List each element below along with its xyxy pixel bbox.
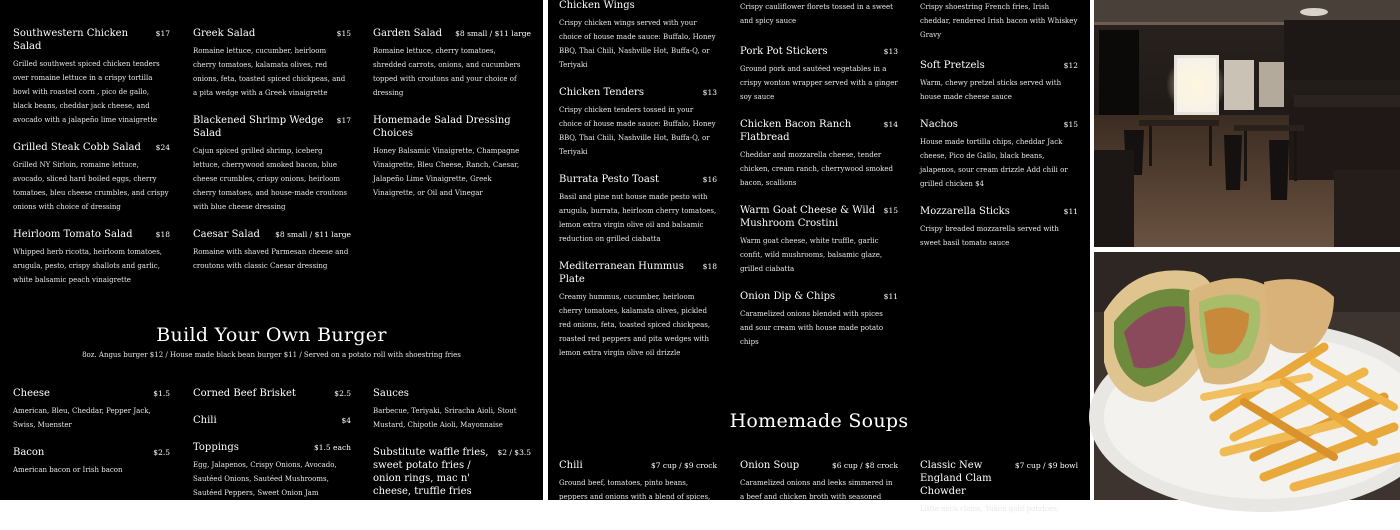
- menu-item: [13, 141, 170, 214]
- menu-item-description: Romaine with shaved Parmesan cheese and croutons with classic Caesar dressing: [193, 248, 349, 270]
- menu-item-header: [193, 387, 351, 400]
- menu-item-description: Little neck clams, Yukon gold potatoes,: [920, 505, 1060, 513]
- menu-item: [373, 446, 531, 498]
- menu-item: [740, 459, 898, 504]
- menu-item-name: Onion Soup: [740, 460, 800, 471]
- menu-item-description: Romaine lettuce, cucumber, heirloom cherry tomatoes, kalamata olives, red onions, feta, toasted spiced chickpeas, and a pita wedge with a Greek vinaigrette: [193, 47, 346, 97]
- menu-item-price: $2.5: [334, 389, 351, 398]
- menu-item-price: $17: [336, 116, 351, 125]
- menu-item-name: Greek Salad: [193, 28, 256, 39]
- menu-item-name: Mozzarella Sticks: [920, 206, 1010, 217]
- menu-item: [559, 260, 717, 360]
- menu-item: [920, 118, 1078, 191]
- menu-panel-left: [0, 0, 543, 500]
- irish-fries-description: Crispy shoestring French fries, Irish cheddar, rendered Irish bacon with Whiskey Gravy: [920, 3, 1078, 39]
- menu-item-price: $1.5: [153, 389, 170, 398]
- menu-item-name: Soft Pretzels: [920, 60, 985, 71]
- menu-item: [13, 446, 170, 477]
- menu-item-description: Caramelized onions blended with spices and sour cream with house made potato chips: [740, 310, 884, 346]
- menu-item-name: Chili: [559, 460, 583, 471]
- menu-item-header: [13, 228, 170, 241]
- menu-item-description: Grilled NY Sirloin, romaine lettuce, avocado, sliced hard boiled eggs, cherry tomatoes, bleu cheese crumbles, and crispy onions with choice of dressing: [13, 161, 169, 211]
- menu-item-name: Onion Dip & Chips: [740, 291, 836, 302]
- cauliflower-description: Crispy cauliflower florets tossed in a sweet and spicy sauce: [740, 3, 893, 25]
- appetizer-column-1: [559, 0, 717, 374]
- menu-item-description: Cajun spiced grilled shrimp, iceberg lettuce, cherrywood smoked bacon, blue cheese crumbles, crispy onions, heirloom cherry tomatoes, and house-made croutons with blue cheese dressing: [193, 147, 347, 211]
- menu-item: [740, 118, 898, 190]
- menu-item-name: Grilled Steak Cobb Salad: [13, 142, 141, 153]
- burger-section-subtitle: 8oz. Angus burger $12 / House made black bean burger $11 / Served on a potato roll with shoestring fries: [82, 351, 461, 359]
- soup-column-1: [559, 459, 717, 518]
- menu-item-price: $8 small / $11 large: [455, 29, 531, 38]
- burger-column-1: [13, 387, 170, 491]
- menu-item-price: $7 cup / $9 bowl: [1014, 461, 1078, 470]
- menu-item: [920, 205, 1078, 250]
- menu-item-header: [193, 441, 351, 454]
- menu-item: [13, 387, 170, 432]
- menu-item-header: [559, 173, 717, 186]
- burger-column-2: [193, 387, 351, 514]
- menu-item: [559, 0, 717, 72]
- menu-item-header: [13, 446, 170, 459]
- menu-item-name: Cheese: [13, 388, 50, 399]
- menu-item-name: Nachos: [920, 119, 958, 130]
- menu-item-name: Toppings: [193, 442, 239, 453]
- burger-section-title: Build Your Own Burger: [156, 324, 387, 346]
- menu-item-header: [13, 141, 170, 154]
- menu-item-name: Chicken Wings: [559, 0, 635, 11]
- menu-item: [373, 387, 531, 432]
- menu-item-price: $1.5 each: [313, 443, 351, 452]
- menu-item-price: $15: [336, 29, 351, 38]
- appetizer-column-3: [920, 0, 1078, 264]
- menu-item-header: [920, 205, 1078, 218]
- menu-item-name: Corned Beef Brisket: [193, 388, 296, 399]
- menu-item-header: [13, 387, 170, 400]
- menu-item: [193, 387, 351, 400]
- soup-column-3: [920, 459, 1078, 530]
- menu-item-price: $8 small / $11 large: [275, 230, 351, 239]
- menu-item: [559, 459, 717, 504]
- menu-item-price: $13: [702, 88, 717, 97]
- menu-item-price: $18: [155, 230, 170, 239]
- menu-item-description: Romaine lettuce, cherry tomatoes, shredded carrots, onions, and cucumbers topped with croutons and your choice of dressing: [373, 47, 521, 97]
- menu-item-price: $6 cup / $8 crock: [831, 461, 898, 470]
- menu-item: [13, 27, 170, 127]
- menu-item-header: [559, 459, 717, 472]
- menu-item: [373, 27, 531, 100]
- menu-item-price: $15: [883, 206, 898, 215]
- menu-item-name: Warm Goat Cheese & Wild Mushroom Crostini: [740, 205, 876, 229]
- menu-item-name: Burrata Pesto Toast: [559, 174, 660, 185]
- menu-item-name: Bacon: [13, 447, 45, 458]
- menu-item-price: $24: [155, 143, 170, 152]
- menu-panel-middle: [548, 0, 1090, 513]
- menu-item-name: Blackened Shrimp Wedge Salad: [193, 115, 324, 139]
- menu-item: [740, 45, 898, 104]
- menu-item-header: [193, 114, 351, 140]
- menu-item-name: Caesar Salad: [193, 229, 260, 240]
- menu-item-description: Crispy chicken wings served with your choice of house made sauce: Buffalo, Honey BBQ, Thai Chili, Nashville Hot, Buffa-Q, or Teriyaki: [559, 19, 716, 69]
- menu-item-header: [559, 260, 717, 286]
- menu-item-price: $12: [1063, 61, 1078, 70]
- menu-item-price: $17: [155, 29, 170, 38]
- salad-column-1: [13, 27, 170, 301]
- restaurant-interior-photo: [1094, 0, 1400, 247]
- menu-item-description: Crispy chicken tenders tossed in your choice of house made sauce: Buffalo, Honey BBQ, Thai Chili, Nashville Hot, Buffa-Q, or Teriyaki: [559, 106, 716, 156]
- menu-item-name: Homemade Salad Dressing Choices: [373, 115, 511, 139]
- menu-item-price: $15: [1063, 120, 1078, 129]
- menu-item-description: Warm goat cheese, white truffle, garlic confit, wild mushrooms, balsamic glaze, grilled ciabatta: [740, 237, 883, 273]
- menu-item-description: Creamy hummus, cucumber, heirloom cherry tomatoes, kalamata olives, pickled red onions, feta, toasted spiced chickpeas, roasted red peppers and pita wedges with lemon extra virgin olive oil drizzle: [559, 293, 711, 357]
- menu-item-name: Southwestern Chicken Salad: [13, 28, 129, 52]
- menu-item-header: [373, 27, 531, 40]
- menu-item-description: American, Bleu, Cheddar, Pepper Jack, Swiss, Muenster: [13, 407, 151, 429]
- menu-item-header: [559, 86, 717, 99]
- menu-item-description: Cheddar and mozzarella cheese, tender chicken, cream ranch, cherrywood smoked bacon, scallions: [740, 151, 893, 187]
- menu-item: [373, 114, 531, 200]
- menu-item-name: Garden Salad: [373, 28, 443, 39]
- menu-item-header: [920, 118, 1078, 131]
- menu-item-description: Barbecue, Teriyaki, Sriracha Aioli, Stout Mustard, Chipotle Aioli, Mayonnaise: [373, 407, 517, 429]
- menu-item: [559, 86, 717, 159]
- menu-item-description: Grilled southwest spiced chicken tenders over romaine lettuce in a crispy tortilla bowl with roasted corn , pico de gallo, black beans, cheddar jack cheese, and avocado with a jalapeño lime vinaigrette: [13, 60, 160, 124]
- menu-item-header: [373, 387, 531, 400]
- tacos-and-fries-photo: [1094, 252, 1400, 500]
- menu-item-name: Chicken Bacon Ranch Flatbread: [740, 119, 852, 143]
- menu-item-header: [373, 446, 531, 498]
- menu-item-description: Honey Balsamic Vinaigrette, Champagne Vinaigrette, Bleu Cheese, Ranch, Caesar, Jalapeño Lime Vinaigrette, Greek Vinaigrette, or Oil and Vinegar: [373, 147, 520, 197]
- menu-item-price: $13: [883, 47, 898, 56]
- menu-item-price: $2.5: [153, 448, 170, 457]
- burger-column-3: [373, 387, 531, 512]
- menu-item-header: [559, 0, 717, 12]
- menu-item-description: House made tortilla chips, cheddar Jack cheese, Pico de Gallo, black beans, jalapenos, sour cream drizzle Add chili or grilled chicken $4: [920, 138, 1068, 188]
- menu-item-price: $2 / $3.5: [497, 448, 531, 457]
- menu-item-header: [373, 114, 531, 140]
- menu-item: [740, 204, 898, 276]
- menu-item: [193, 441, 351, 500]
- menu-item-header: [740, 459, 898, 472]
- menu-item-price: $7 cup / $9 crock: [650, 461, 717, 470]
- menu-item: [193, 414, 351, 427]
- menu-item-description: Caramelized onions and leeks simmered in a beef and chicken broth with seasoned: [740, 479, 893, 501]
- menu-item: [559, 173, 717, 246]
- menu-item-description: Egg, Jalapenos, Crispy Onions, Avocado, Sautéed Onions, Sautéed Mushrooms, Sautéed Peppers, Sweet Onion Jam: [193, 461, 337, 497]
- menu-item-header: [740, 204, 898, 230]
- menu-item-price: $11: [883, 292, 898, 301]
- menu-item-header: [920, 459, 1078, 498]
- menu-item-header: [193, 27, 351, 40]
- menu-item-price: $11: [1063, 207, 1078, 216]
- menu-item: [740, 290, 898, 349]
- menu-item-description: Ground beef, tomatoes, pinto beans, peppers and onions with a blend of spices,: [559, 479, 711, 501]
- menu-item-description: Warm, chewy pretzel sticks served with house made cheese sauce: [920, 79, 1062, 101]
- menu-item: [920, 459, 1078, 516]
- menu-item-name: Sauces: [373, 388, 409, 399]
- menu-item-name: Pork Pot Stickers: [740, 46, 828, 57]
- menu-item-name: Substitute waffle fries, sweet potato fries / onion rings, mac n' cheese, truffle fries: [373, 447, 489, 497]
- menu-item-header: [920, 59, 1078, 72]
- menu-item-price: $4: [341, 416, 351, 425]
- menu-item: [13, 228, 170, 287]
- menu-item-header: [193, 414, 351, 427]
- appetizer-column-2: [740, 0, 898, 363]
- salad-column-3: [373, 27, 531, 214]
- soup-column-2: [740, 459, 898, 518]
- salad-column-2: [193, 27, 351, 287]
- menu-item-name: Mediterranean Hummus Plate: [559, 261, 684, 285]
- menu-item-header: [13, 27, 170, 53]
- menu-item-description: Whipped herb ricotta, heirloom tomatoes, arugula, pesto, crispy shallots and garlic, white balsamic peach vinaigrette: [13, 248, 163, 284]
- menu-item: [193, 114, 351, 214]
- menu-item-price: $14: [883, 120, 898, 129]
- menu-item: [193, 228, 351, 273]
- menu-item-header: [740, 45, 898, 58]
- menu-item-name: Classic New England Clam Chowder: [920, 460, 992, 497]
- menu-item-description: American bacon or Irish bacon: [13, 466, 123, 474]
- menu-item-description: Crispy breaded mozzarella served with sweet basil tomato sauce: [920, 225, 1059, 247]
- menu-item-price: $18: [702, 262, 717, 271]
- menu-item-header: [193, 228, 351, 241]
- menu-item: [193, 27, 351, 100]
- menu-item-name: Heirloom Tomato Salad: [13, 229, 133, 240]
- menu-item-description: Ground pork and sautéed vegetables in a crispy wonton wrapper served with a ginger soy sauce: [740, 65, 898, 101]
- menu-item-header: [740, 290, 898, 303]
- menu-item-description: Basil and pine nut house made pesto with arugula, burrata, heirloom cherry tomatoes, lemon extra virgin olive oil and balsamic reduction on grilled ciabatta: [559, 193, 717, 243]
- menu-item-name: Chili: [193, 415, 217, 426]
- soups-section-title: Homemade Soups: [729, 410, 909, 432]
- menu-item-price: $16: [702, 175, 717, 184]
- menu-item: [920, 59, 1078, 104]
- menu-item-name: Chicken Tenders: [559, 87, 644, 98]
- menu-item-header: [740, 118, 898, 144]
